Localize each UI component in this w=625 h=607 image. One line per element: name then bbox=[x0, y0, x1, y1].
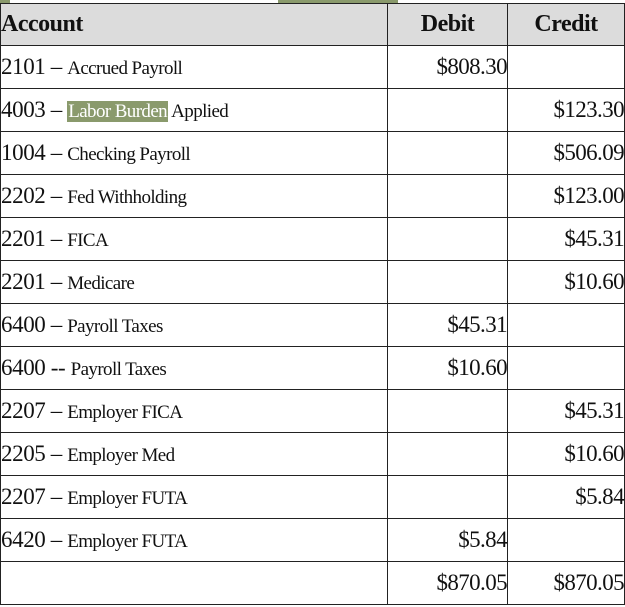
account-number: 2205 bbox=[1, 441, 46, 466]
account-name: Fed Withholding bbox=[67, 187, 187, 208]
debit-cell bbox=[388, 89, 508, 132]
credit-cell: $10.60 bbox=[508, 261, 625, 304]
account-name: Checking Payroll bbox=[67, 144, 191, 165]
table-row bbox=[1, 476, 625, 519]
account-number: 2101 bbox=[1, 54, 46, 79]
account-name: Employer FUTA bbox=[67, 531, 188, 552]
account-cell bbox=[1, 476, 388, 519]
account-cell bbox=[1, 175, 388, 218]
account-separator: – bbox=[45, 527, 68, 552]
account-name: Payroll Taxes bbox=[67, 316, 163, 337]
header-row bbox=[1, 4, 625, 46]
total-credit: $870.05 bbox=[508, 562, 625, 605]
account-separator: – bbox=[45, 183, 68, 208]
account-name: Employer FICA bbox=[67, 402, 183, 423]
account-separator: -- bbox=[45, 355, 71, 380]
account-separator: – bbox=[45, 269, 68, 294]
account-name: Employer FUTA bbox=[67, 488, 188, 509]
account-name: FICA bbox=[67, 230, 109, 251]
account-separator: – bbox=[45, 312, 68, 337]
credit-cell bbox=[508, 347, 625, 390]
account-cell bbox=[1, 390, 388, 433]
table-row bbox=[1, 132, 625, 175]
credit-cell: $45.31 bbox=[508, 218, 625, 261]
table-row bbox=[1, 46, 625, 89]
account-number: 2201 bbox=[1, 226, 46, 251]
table-row bbox=[1, 175, 625, 218]
account-separator: – bbox=[45, 398, 68, 423]
credit-cell: $5.84 bbox=[508, 476, 625, 519]
account-number: 2207 bbox=[1, 398, 46, 423]
totals-label-cell bbox=[1, 562, 388, 605]
account-cell bbox=[1, 347, 388, 390]
table-row bbox=[1, 218, 625, 261]
account-cell bbox=[1, 46, 388, 89]
table-row bbox=[1, 347, 625, 390]
account-number: 2202 bbox=[1, 183, 46, 208]
debit-cell bbox=[388, 476, 508, 519]
debit-cell bbox=[388, 218, 508, 261]
debit-cell bbox=[388, 175, 508, 218]
debit-cell: $5.84 bbox=[388, 519, 508, 562]
table-row bbox=[1, 304, 625, 347]
account-separator: – bbox=[45, 226, 68, 251]
account-cell bbox=[1, 218, 388, 261]
credit-cell: $506.09 bbox=[508, 132, 625, 175]
credit-cell bbox=[508, 46, 625, 89]
table-row bbox=[1, 390, 625, 433]
account-number: 1004 bbox=[1, 140, 46, 165]
account-name: Payroll Taxes bbox=[70, 359, 167, 380]
account-cell bbox=[1, 261, 388, 304]
debit-cell: $10.60 bbox=[388, 347, 508, 390]
account-number: 2207 bbox=[1, 484, 46, 509]
account-separator: – bbox=[45, 484, 68, 509]
credit-cell: $123.00 bbox=[508, 175, 625, 218]
credit-cell bbox=[508, 304, 625, 347]
debit-cell bbox=[388, 261, 508, 304]
table-row bbox=[1, 519, 625, 562]
account-number: 2201 bbox=[1, 269, 46, 294]
header-debit: Debit bbox=[388, 4, 508, 46]
account-separator: – bbox=[45, 441, 68, 466]
header-account: Account bbox=[1, 4, 388, 46]
credit-cell: $45.31 bbox=[508, 390, 625, 433]
table-row bbox=[1, 89, 625, 132]
account-number: 6400 bbox=[1, 355, 46, 380]
account-cell bbox=[1, 433, 388, 476]
credit-cell: $123.30 bbox=[508, 89, 625, 132]
account-cell bbox=[1, 132, 388, 175]
account-name: Accrued Payroll bbox=[67, 58, 183, 79]
table-row bbox=[1, 261, 625, 304]
account-separator: – bbox=[45, 140, 68, 165]
table-row bbox=[1, 433, 625, 476]
account-cell bbox=[1, 304, 388, 347]
account-number: 6400 bbox=[1, 312, 46, 337]
account-number: 4003 bbox=[1, 97, 46, 122]
highlighted-text: Labor Burden bbox=[68, 101, 168, 122]
debit-cell bbox=[388, 132, 508, 175]
total-debit: $870.05 bbox=[388, 562, 508, 605]
account-separator: – bbox=[45, 54, 68, 79]
header-credit: Credit bbox=[508, 4, 625, 46]
account-cell bbox=[1, 519, 388, 562]
account-number: 6420 bbox=[1, 527, 46, 552]
account-separator: – bbox=[45, 97, 68, 122]
journal-entry-table bbox=[0, 3, 625, 605]
account-name: Medicare bbox=[67, 273, 135, 294]
account-cell bbox=[1, 89, 388, 132]
credit-cell bbox=[508, 519, 625, 562]
account-name: Employer Med bbox=[67, 445, 175, 466]
credit-cell: $10.60 bbox=[508, 433, 625, 476]
debit-cell: $45.31 bbox=[388, 304, 508, 347]
debit-cell: $808.30 bbox=[388, 46, 508, 89]
totals-row bbox=[1, 562, 625, 605]
debit-cell bbox=[388, 390, 508, 433]
debit-cell bbox=[388, 433, 508, 476]
account-name: Applied bbox=[168, 101, 229, 122]
